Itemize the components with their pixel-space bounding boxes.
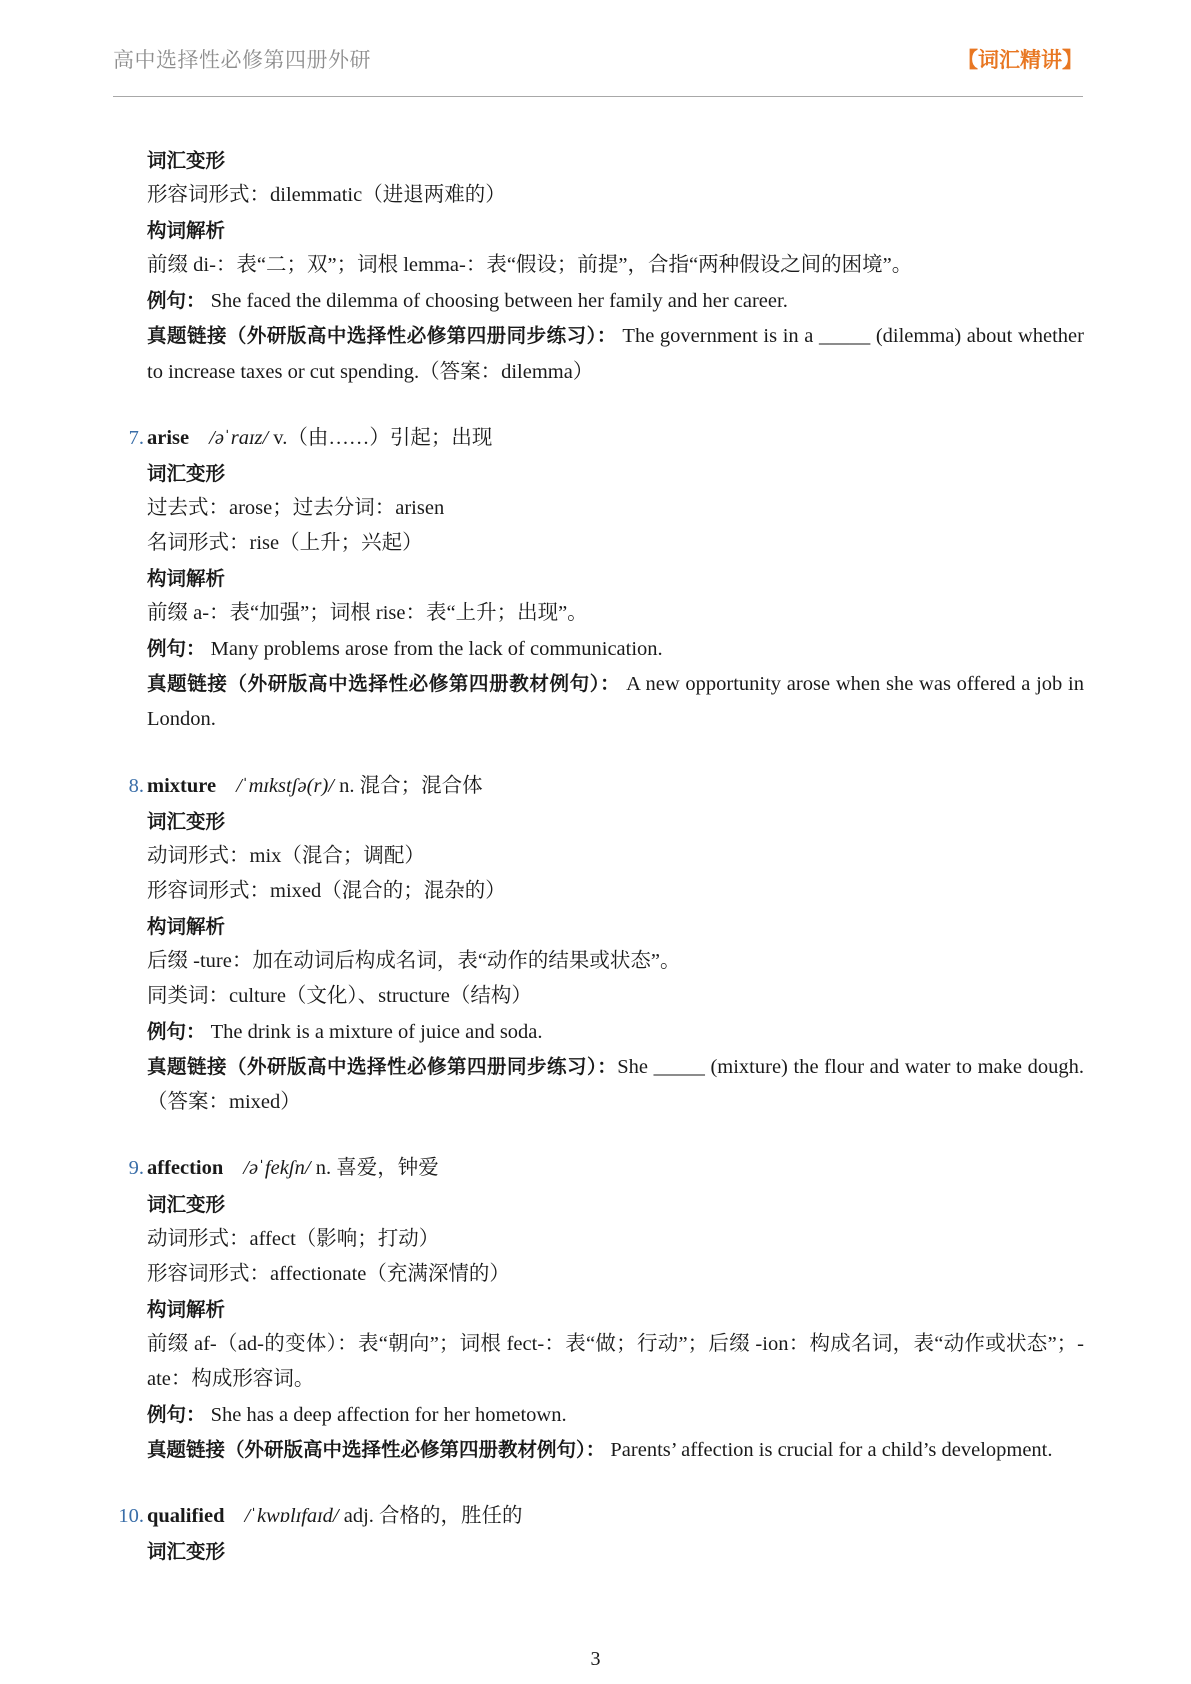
subheading: 构词解析	[147, 914, 226, 938]
entry-heading	[108, 421, 1084, 456]
example-label: 例句：	[147, 289, 206, 313]
page-number: 3	[590, 1648, 601, 1670]
subheading: 构词解析	[147, 1297, 226, 1321]
exam-link	[108, 666, 1084, 737]
word-form: 动词形式：affect（影响；打动）	[147, 1227, 440, 1250]
word-form: 形容词形式：mixed（混合的；混杂的）	[147, 879, 506, 902]
entry-heading	[108, 1499, 1084, 1534]
example-text: She faced the dilemma of choosing between her family and her career.	[205, 290, 788, 313]
subheading: 构词解析	[147, 219, 226, 243]
word-form: 动词形式：mix（混合；调配）	[147, 844, 425, 867]
subheading: 词汇变形	[147, 149, 226, 172]
word-form: 名词形式：rise（上升；兴起）	[147, 531, 423, 554]
phonetic: /əˈraɪz/	[209, 426, 269, 449]
word-analysis: 前缀 di-：表“二；双”；词根 lemma-：表“假设；前提”，合指“两种假设之间的困境”。	[147, 254, 913, 277]
headword: qualified	[147, 1505, 225, 1528]
exam-link-label: 真题链接（外研版高中选择性必修第四册同步练习）：	[147, 324, 617, 348]
word-analysis: 前缀 af-（ad-的变体）：表“朝向”；词根 fect-：表“做；行动”；后缀 -ion：构成名词，表“动作或状态”；-ate：构成形容词。	[147, 1332, 1084, 1390]
exam-link-text: A new opportunity arose when she was offered a job in London.	[147, 673, 1084, 731]
subheading: 词汇变形	[147, 809, 226, 833]
exam-link-label: 真题链接（外研版高中选择性必修第四册教材例句）：	[147, 1438, 606, 1462]
word-form: 形容词形式：dilemmatic（进退两难的）	[147, 184, 506, 207]
word-form: 形容词形式：affectionate（充满深情的）	[147, 1262, 510, 1285]
word-form: 过去式：arose；过去分词：arisen	[147, 496, 445, 519]
exam-link-text: The government is in a _____ (dilemma) about whether to increase taxes or cut spending.（答案：dilemma）	[147, 325, 1084, 383]
subheading: 构词解析	[147, 567, 226, 591]
page-header	[113, 44, 1083, 97]
example-label: 例句：	[147, 1020, 206, 1044]
entry-heading	[108, 1151, 1084, 1186]
headword: arise	[147, 426, 190, 449]
exam-link	[108, 1049, 1084, 1120]
exam-link-text: She _____ (mixture) the flour and water to make dough.（答案：mixed）	[147, 1056, 1084, 1114]
definition: v.（由……）引起；出现	[268, 426, 493, 449]
example-label: 例句：	[147, 1403, 206, 1427]
entry-number: 10.	[118, 1505, 144, 1528]
example-sentence	[108, 631, 1084, 666]
entry-heading	[108, 769, 1084, 804]
example-text: Many problems arose from the lack of communication.	[205, 638, 663, 661]
entry-number: 7.	[128, 426, 144, 449]
vocabulary-content	[108, 143, 1084, 1569]
headword: affection	[147, 1157, 224, 1180]
subheading: 词汇变形	[147, 1192, 226, 1216]
phonetic: /əˈfekʃn/	[243, 1157, 311, 1180]
entry-number: 9.	[128, 1157, 144, 1180]
exam-link-label: 真题链接（外研版高中选择性必修第四册同步练习）：	[147, 1055, 618, 1079]
exam-link	[108, 318, 1084, 389]
definition: n. 喜爱，钟爱	[310, 1157, 439, 1180]
related-words: 同类词：culture（文化）、structure（结构）	[147, 985, 532, 1008]
definition: adj. 合格的，胜任的	[338, 1505, 523, 1528]
subheading: 词汇变形	[147, 461, 226, 485]
example-sentence	[108, 283, 1084, 318]
exam-link-label: 真题链接（外研版高中选择性必修第四册教材例句）：	[147, 672, 621, 696]
example-sentence	[108, 1014, 1084, 1049]
definition: n. 混合；混合体	[333, 774, 483, 797]
headword: mixture	[147, 774, 217, 797]
exam-link	[108, 1432, 1084, 1468]
example-sentence	[108, 1397, 1084, 1432]
word-analysis: 后缀 -ture：加在动词后构成名词，表“动作的结果或状态”。	[147, 949, 681, 972]
entry-number: 8.	[128, 774, 144, 797]
book-title: 高中选择性必修第四册外研	[113, 48, 371, 72]
exam-link-text: Parents’ affection is crucial for a child’s development.	[605, 1439, 1053, 1462]
phonetic: /ˈkwɒlɪfaɪd/	[244, 1505, 339, 1528]
subheading: 词汇变形	[147, 1540, 226, 1564]
example-text: She has a deep affection for her hometown.	[205, 1404, 567, 1427]
word-analysis: 前缀 a-：表“加强”；词根 rise：表“上升；出现”。	[147, 602, 588, 625]
section-tag: 【词汇精讲】	[957, 48, 1083, 72]
phonetic: /ˈmɪkstʃə(r)/	[236, 774, 334, 797]
example-label: 例句：	[147, 637, 206, 661]
example-text: The drink is a mixture of juice and soda.	[205, 1021, 543, 1044]
